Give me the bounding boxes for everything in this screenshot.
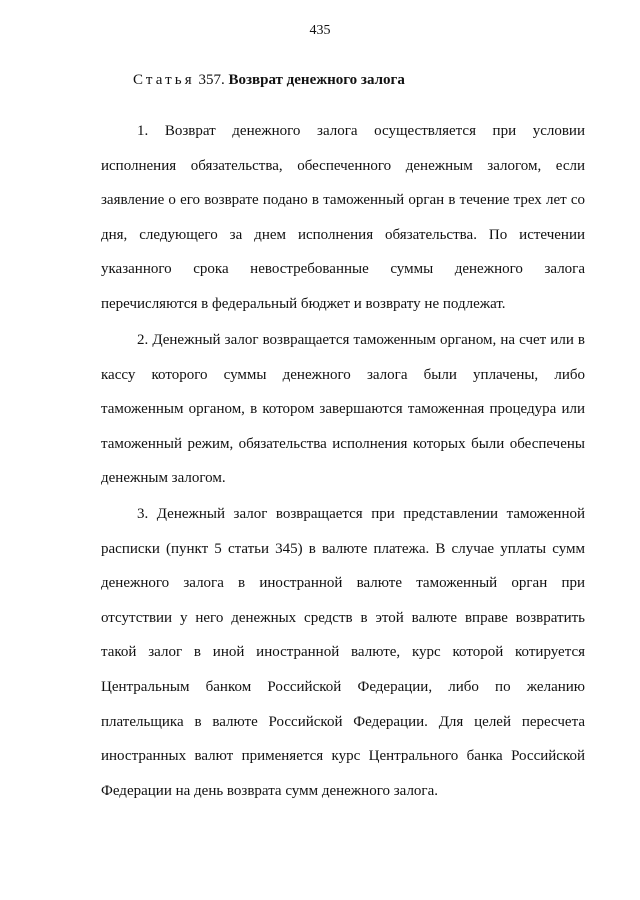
paragraph-line: 2. Денежный залог возвращается таможенным органом, на счет или в [137, 332, 585, 348]
paragraph-line: плательщика в валюте Российской Федерации. Для целей пересчета [101, 713, 585, 730]
paragraph-line: исполнения обязательства, обеспеченного денежным залогом, если [101, 157, 585, 174]
paragraph-line: отсутствии у него денежных средств в этой валюте вправе возвратить [101, 609, 585, 626]
paragraph-line: иностранных валют применяется курс Центрального банка Российской [101, 748, 585, 765]
paragraph-line: кассу которого суммы денежного залога были уплачены, либо [101, 366, 585, 383]
article-heading [133, 70, 603, 90]
article-label: Статья [133, 72, 195, 88]
paragraph-line: денежным залогом. [101, 470, 226, 487]
paragraph-3 [101, 504, 585, 815]
paragraph-line: Центральным банком Российской Федерации, либо по желанию [101, 678, 585, 695]
paragraph-line: дня, следующего за днем исполнения обязательства. По истечении [101, 226, 585, 243]
paragraph-line: 3. Денежный залог возвращается при представлении таможенной [137, 506, 585, 522]
paragraph-line: перечисляются в федеральный бюджет и возврату не подлежат. [101, 295, 506, 312]
article-number: 357. [198, 72, 225, 88]
paragraph-line: таможенным органом, в котором завершаются таможенная процедура или [101, 401, 585, 418]
paragraph-1 [101, 121, 585, 329]
paragraph-line: указанного срока невостребованные суммы денежного залога [101, 261, 585, 278]
article-title: Возврат денежного залога [228, 72, 405, 88]
paragraph-line: 1. Возврат денежного залога осуществляется при условии [137, 123, 585, 139]
paragraph-2 [101, 330, 585, 503]
paragraph-line: денежного залога в иностранной валюте таможенный орган при [101, 575, 585, 592]
paragraph-line: таможенный режим, обязательства исполнения которых были обеспечены [101, 435, 585, 452]
paragraph-line: Федерации на день возврата сумм денежного залога. [101, 782, 438, 799]
paragraph-line: такой залог в иной иностранной валюте, курс которой котируется [101, 644, 585, 661]
paragraph-line: расписки (пункт 5 статьи 345) в валюте платежа. В случае уплаты сумм [101, 540, 585, 557]
page-number: 435 [309, 23, 331, 38]
paragraph-line: заявление о его возврате подано в таможенный орган в течение трех лет со [101, 192, 585, 209]
